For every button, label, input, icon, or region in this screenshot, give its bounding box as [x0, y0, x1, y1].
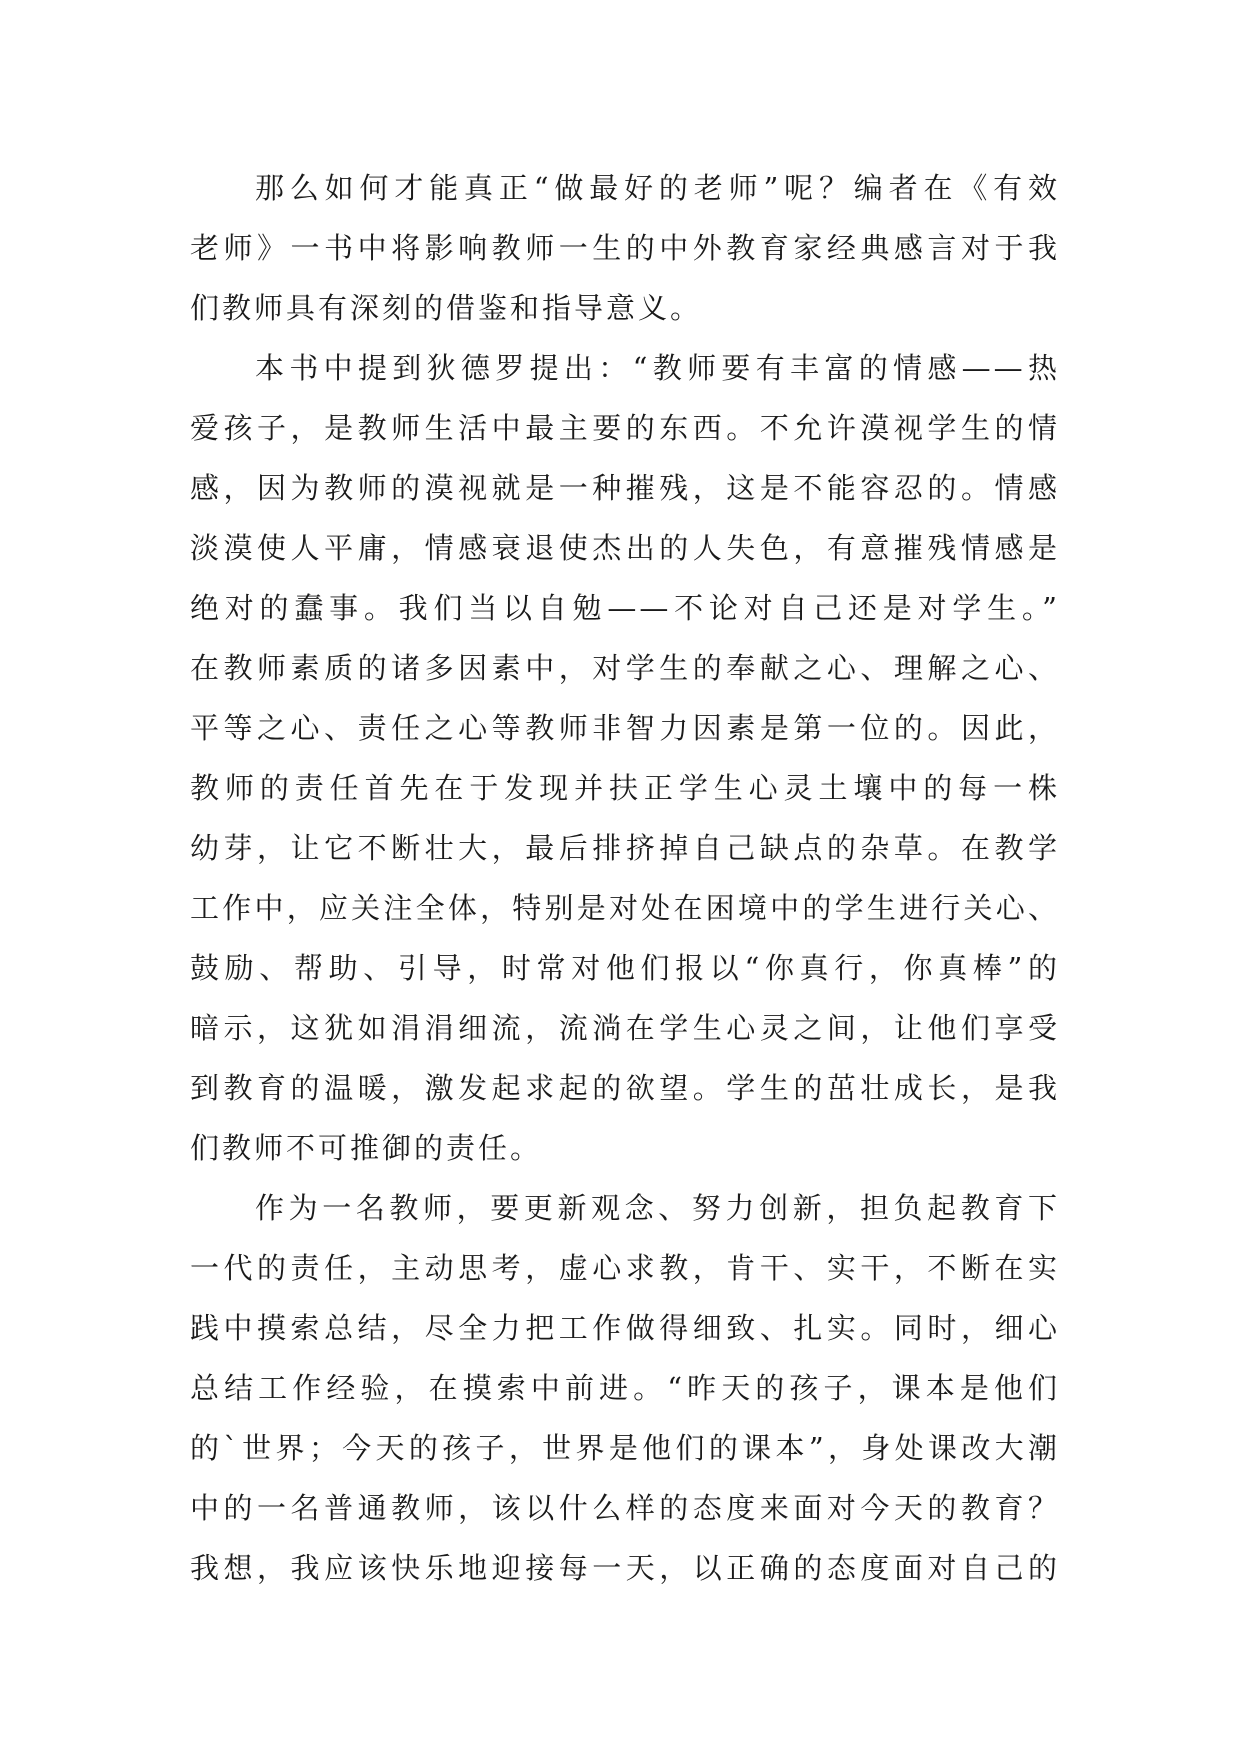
paragraph-line: 老师》一书中将影响教师一生的中外教育家经典感言对于我 [190, 231, 1060, 265]
paragraph-line: 践中摸索总结，尽全力把工作做得细致、扎实。同时，细心 [190, 1311, 1060, 1345]
paragraph-line: 幼芽，让它不断壮大，最后排挤掉自己缺点的杂草。在教学 [190, 831, 1060, 865]
paragraph-line: 总结工作经验，在摸索中前进。“昨天的孩子，课本是他们 [190, 1371, 1060, 1405]
paragraph-line: 绝对的蠢事。我们当以自勉——不论对自己还是对学生。” [190, 591, 1060, 625]
paragraph-line: 在教师素质的诸多因素中，对学生的奉献之心、理解之心、 [190, 651, 1060, 685]
paragraph-line: 本书中提到狄德罗提出：“教师要有丰富的情感——热 [255, 351, 1060, 385]
paragraph-line: 的`世界；今天的孩子，世界是他们的课本”，身处课改大潮 [190, 1431, 1060, 1465]
paragraph-line: 淡漠使人平庸，情感衰退使杰出的人失色，有意摧残情感是 [190, 531, 1060, 565]
paragraph-line: 到教育的温暖，激发起求起的欲望。学生的茁壮成长，是我 [190, 1071, 1060, 1105]
paragraph-line: 我想，我应该快乐地迎接每一天，以正确的态度面对自己的 [190, 1551, 1060, 1585]
paragraph-line: 平等之心、责任之心等教师非智力因素是第一位的。因此， [190, 711, 1060, 745]
paragraph-line: 暗示，这犹如涓涓细流，流淌在学生心灵之间，让他们享受 [190, 1011, 1060, 1045]
paragraph-line: 教师的责任首先在于发现并扶正学生心灵土壤中的每一株 [190, 771, 1060, 805]
paragraph-line: 工作中，应关注全体，特别是对处在困境中的学生进行关心、 [190, 891, 1060, 925]
paragraph-3 [190, 1178, 1060, 1598]
paragraph-line: 感，因为教师的漠视就是一种摧残，这是不能容忍的。情感 [190, 471, 1060, 505]
paragraph-1 [190, 158, 1060, 338]
paragraph-line: 们教师具有深刻的借鉴和指导意义。 [190, 291, 703, 325]
paragraph-line: 那么如何才能真正“做最好的老师”呢？编者在《有效 [255, 171, 1060, 205]
paragraph-line: 们教师不可推御的责任。 [190, 1131, 543, 1165]
paragraph-line: 作为一名教师，要更新观念、努力创新，担负起教育下 [255, 1191, 1060, 1225]
paragraph-line: 中的一名普通教师，该以什么样的态度来面对今天的教育？ [190, 1491, 1060, 1525]
paragraph-line: 鼓励、帮助、引导，时常对他们报以“你真行，你真棒”的 [190, 951, 1060, 985]
paragraph-line: 一代的责任，主动思考，虚心求教，肯干、实干，不断在实 [190, 1251, 1060, 1285]
body-text [190, 158, 1060, 1598]
paragraph-line: 爱孩子，是教师生活中最主要的东西。不允许漠视学生的情 [190, 411, 1060, 445]
paragraph-2 [190, 338, 1060, 1178]
